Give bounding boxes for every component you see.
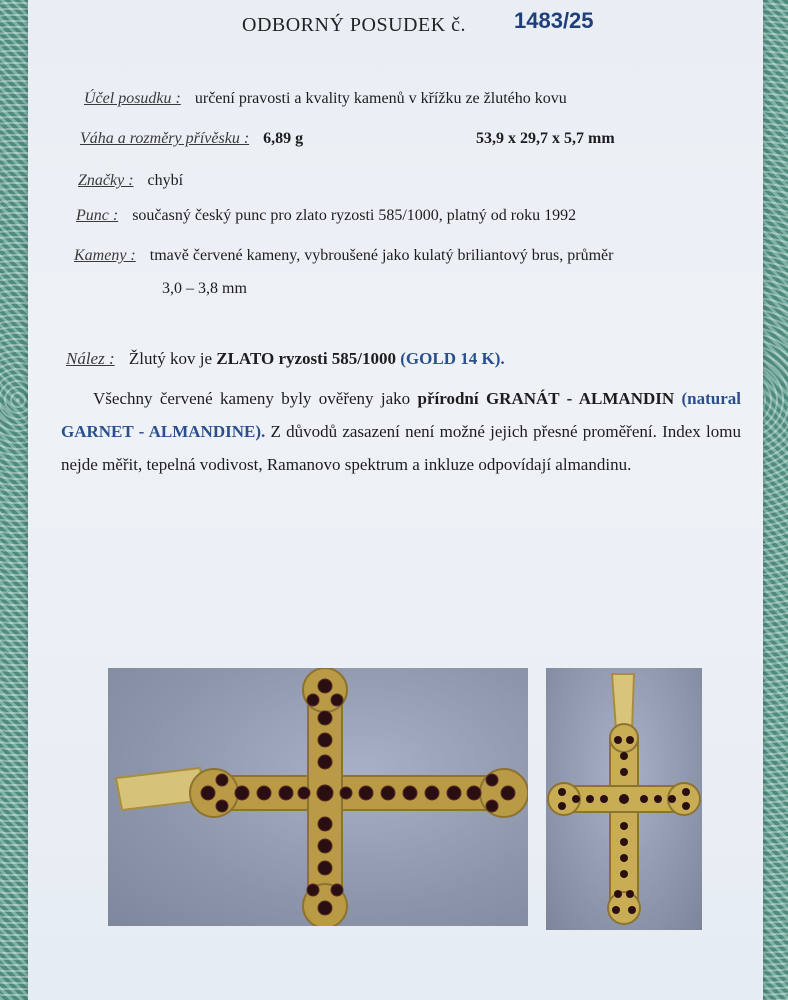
document-number: 1483/25 (514, 8, 594, 33)
conclusion-paragraph (61, 382, 741, 481)
field-stones-value-line1: tmavě červené kameny, vybroušené jako kulatý briliantový brus, průměr (149, 247, 614, 264)
field-marks (78, 172, 183, 190)
document-title: ODBORNÝ POSUDEK č. (242, 14, 467, 36)
field-purpose (84, 90, 567, 108)
conclusion-part1: Všechny červené kameny byly ověřeny jako (93, 389, 418, 408)
cross-pendant-back-photo (546, 668, 702, 930)
field-hallmark-value: současný český punc pro zlato ryzosti 585/1000, platný od roku 1992 (132, 207, 577, 224)
field-hallmark-label: Punc : (76, 207, 119, 224)
conclusion-part2: Z důvodů zasazení není možné jejich přesné proměření. Index lomu nejde měřit, tepelná vodivost, Ramanovo spektrum a inkluze odpovídají almandinu. (61, 422, 741, 474)
field-finding-label: Nález : (66, 349, 115, 368)
conclusion-bold: přírodní GRANÁT - ALMANDIN (417, 389, 675, 408)
field-dimensions-value: 53,9 x 29,7 x 5,7 mm (476, 130, 615, 147)
cross-pendant-front-photo (108, 668, 528, 926)
field-finding (66, 349, 505, 369)
field-weight (80, 130, 303, 148)
field-weight-value: 6,89 g (263, 130, 304, 147)
certificate-sheet (28, 0, 763, 1000)
field-purpose-value: určení pravosti a kvality kamenů v křížku ze žlutého kovu (194, 90, 567, 107)
field-purpose-label: Účel posudku : (84, 90, 181, 107)
conclusion-blue: (natural GARNET - ALMANDINE). (61, 389, 741, 441)
field-weight-label: Váha a rozměry přívěsku : (80, 130, 250, 147)
field-finding-prefix: Žlutý kov je (128, 349, 217, 368)
field-stones-label: Kameny : (74, 247, 136, 264)
field-stones-value-line2: 3,0 – 3,8 mm (162, 280, 247, 297)
field-stones (74, 247, 613, 265)
field-finding-bold: ZLATO ryzosti 585/1000 (216, 349, 397, 368)
field-hallmark (76, 207, 576, 225)
field-marks-value: chybí (147, 172, 184, 189)
field-finding-blue: (GOLD 14 K). (400, 349, 505, 368)
field-marks-label: Značky : (78, 172, 134, 189)
